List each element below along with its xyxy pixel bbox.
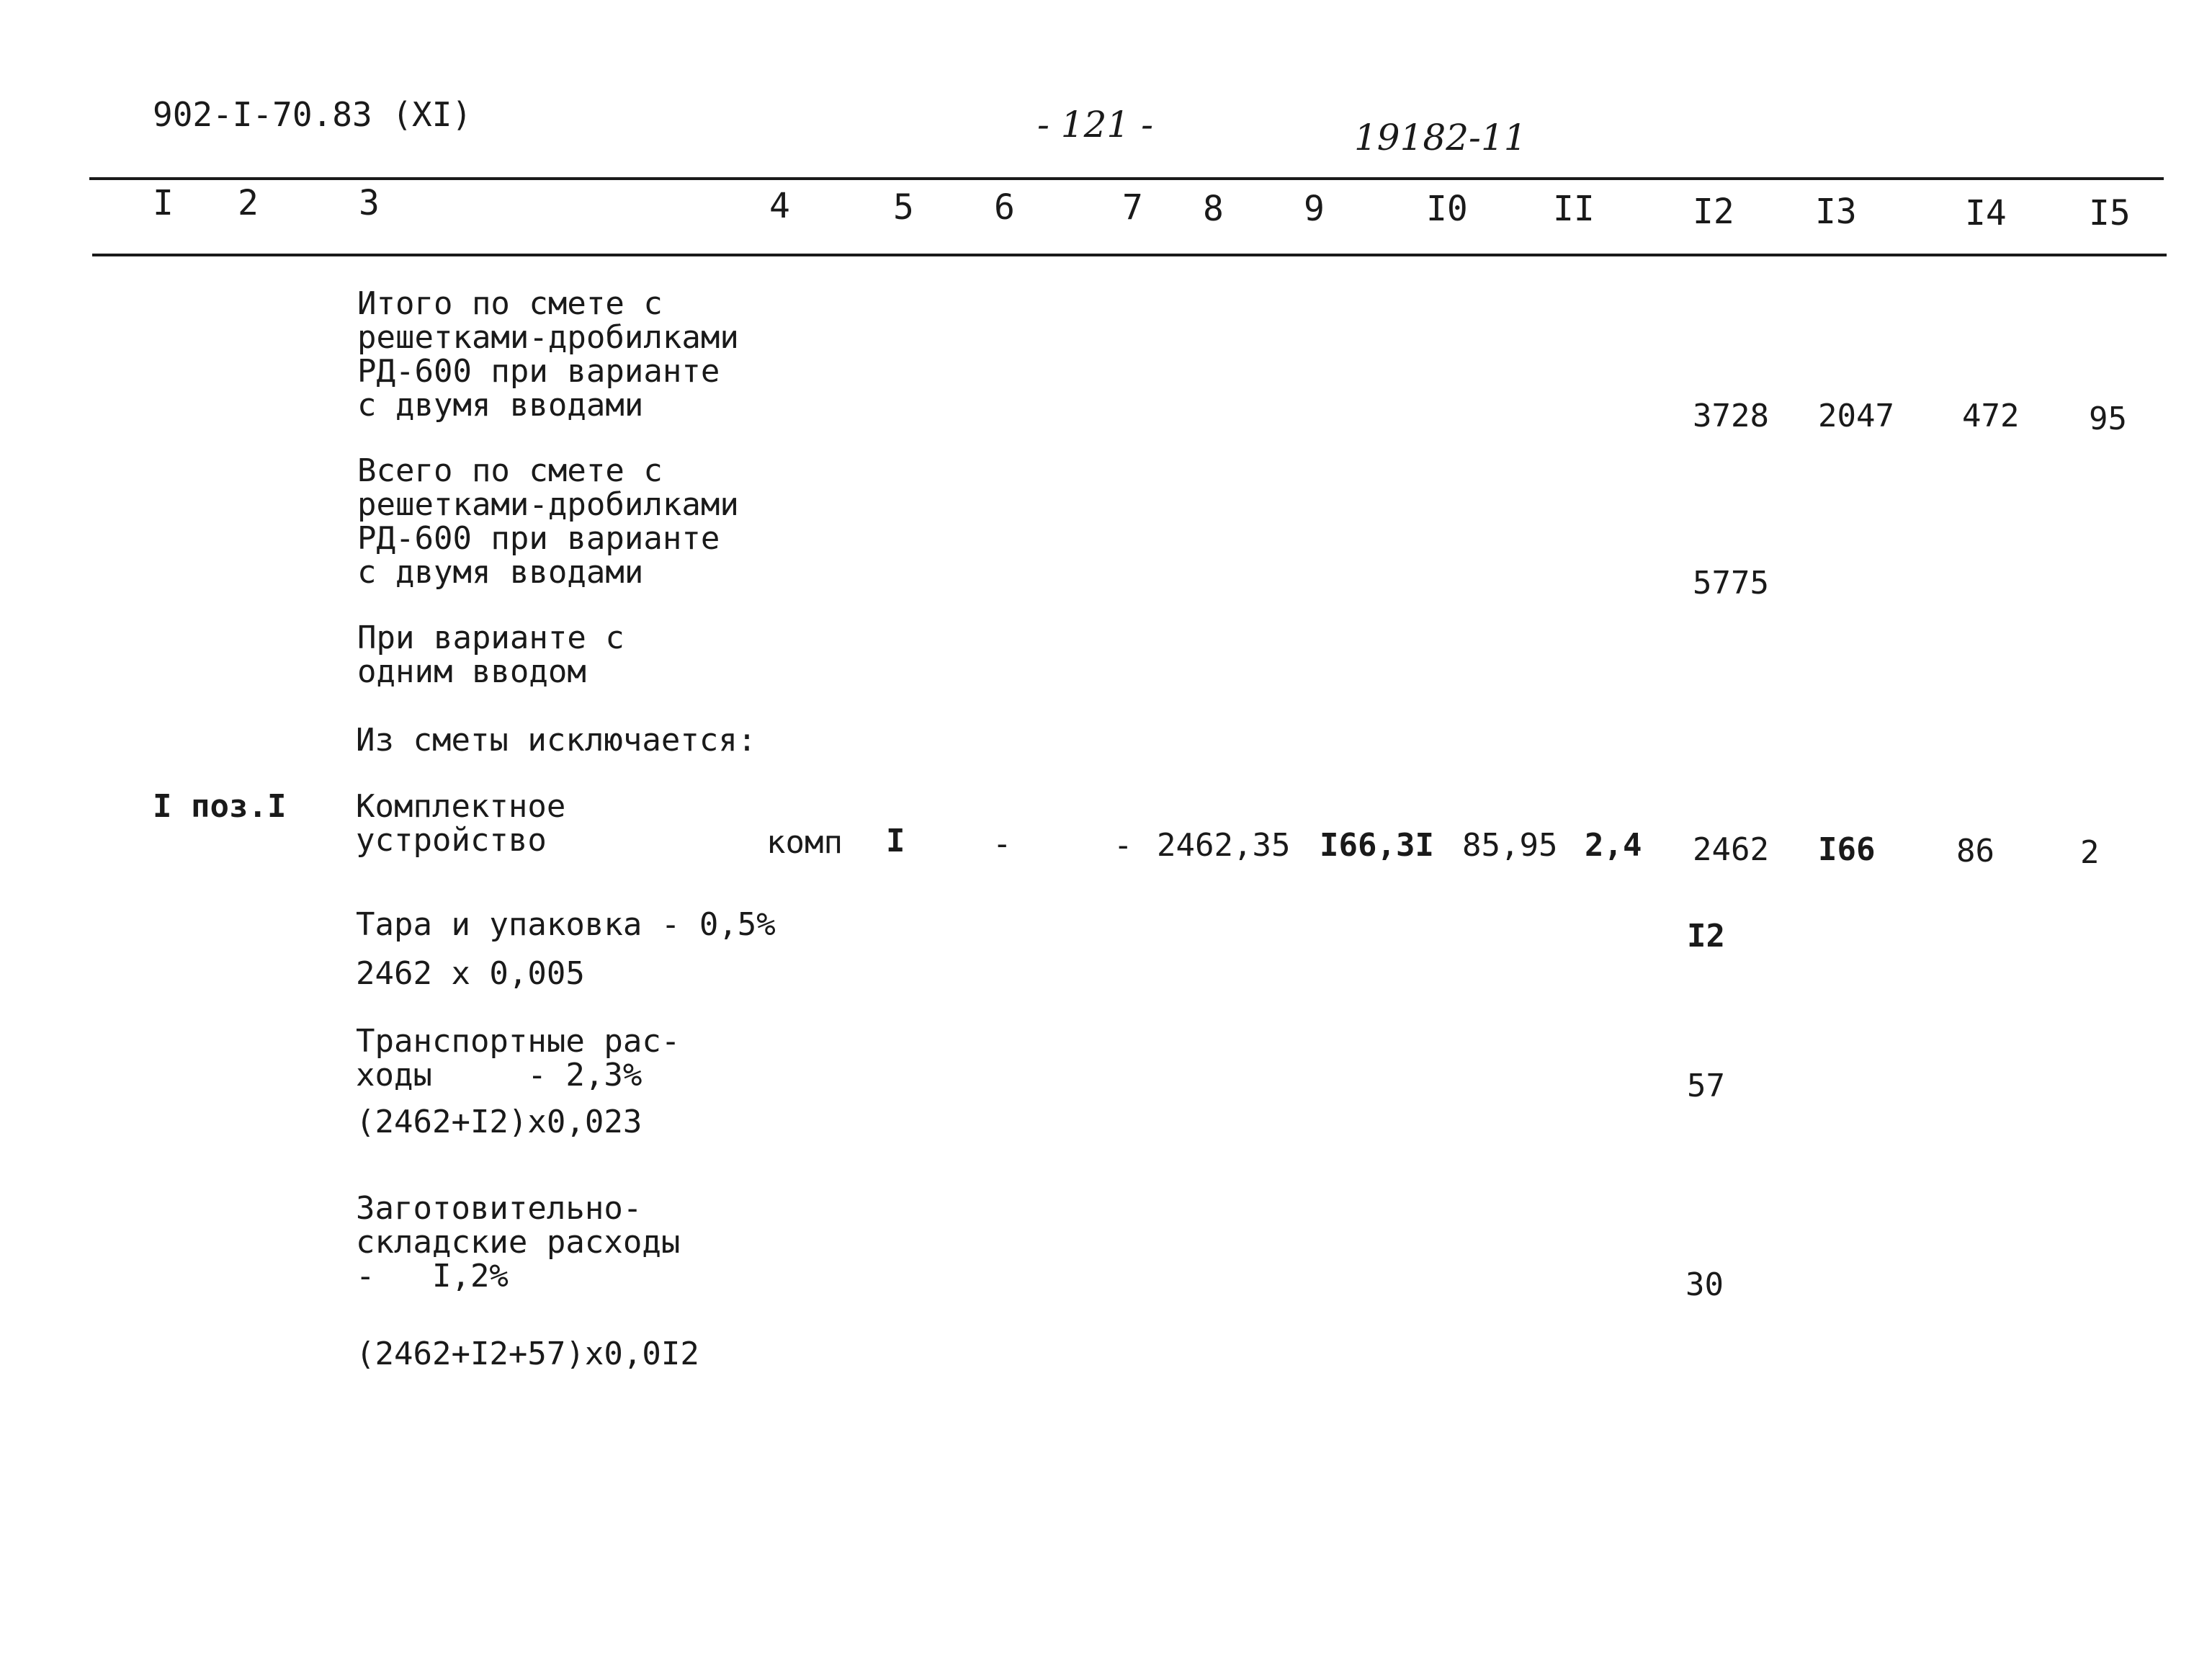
row-transport-col12: 57: [1687, 1068, 1725, 1104]
row-zagot-text: Заготовительно- складские расходы - I,2%: [356, 1190, 681, 1294]
row-komplekt-col6: -: [993, 826, 1012, 862]
row-vsego-col12: 5775: [1693, 565, 1769, 602]
col-header-6: 6: [994, 187, 1015, 228]
col-header-10: I0: [1426, 189, 1468, 229]
row-vsego-text: Всего по смете с решетками-дробилками РД-600 при варианте с двумя вводами: [357, 452, 739, 591]
row-zagot-col12: 30: [1685, 1266, 1724, 1303]
row-komplekt-col15: 2: [2080, 834, 2100, 871]
col-header-14: I4: [1965, 193, 2007, 233]
top-rule: [89, 177, 2164, 180]
col-header-12: I2: [1693, 192, 1734, 232]
row-komplekt-text: Комплектное устройство: [356, 788, 566, 859]
row-tara-text: Тара и упаковка - 0,5%: [356, 906, 776, 943]
row-zagot-formula: (2462+I2+57)х0,0I2: [356, 1336, 699, 1372]
row-komplekt-col12: 2462: [1693, 831, 1769, 868]
row-variant-text: При варианте с одним вводом: [357, 620, 624, 690]
handwritten-reference: 19182-11: [1354, 117, 1527, 158]
col-header-7: 7: [1122, 187, 1143, 228]
row-tara-formula: 2462 х 0,005: [356, 955, 585, 992]
row-komplekt-col13: I66: [1818, 831, 1876, 868]
row-komplekt-col10: 85,95: [1462, 827, 1558, 864]
document-code: 902-I-70.83 (XI): [153, 95, 473, 134]
row-tara-col12: I2: [1687, 918, 1725, 954]
col-header-15: I5: [2089, 193, 2131, 233]
col-header-4: 4: [769, 186, 790, 226]
page-number: - 121 -: [1037, 104, 1154, 146]
col-header-11: II: [1553, 189, 1595, 229]
row-komplekt-unit: комп: [766, 824, 843, 861]
col-header-8: 8: [1203, 189, 1224, 229]
row-itogo-text: Итого по смете с решетками-дробилками РД-600 при варианте с двумя вводами: [357, 285, 739, 424]
row-komplekt-col14: 86: [1956, 833, 1994, 869]
col-header-5: 5: [893, 187, 914, 228]
row-itogo-col13: 2047: [1818, 398, 1894, 434]
row-komplekt-col7: -: [1114, 827, 1133, 864]
row-komplekt-position: I поз.I: [153, 788, 287, 825]
col-header-13: I3: [1815, 192, 1857, 232]
row-itogo-col12: 3728: [1693, 398, 1769, 434]
row-itogo-col15: 95: [2089, 401, 2127, 437]
col-header-1: I: [153, 183, 174, 223]
header-bottom-rule: [92, 254, 2167, 256]
row-komplekt-qty: I: [886, 823, 905, 859]
row-komplekt-col11: 2,4: [1585, 827, 1642, 864]
row-excluded-text: Из сметы исключается:: [356, 722, 757, 759]
row-transport-text: Транспортные рас- ходы - 2,3%: [356, 1023, 681, 1094]
col-header-2: 2: [238, 183, 259, 223]
row-itogo-col14: 472: [1962, 398, 2020, 434]
col-header-9: 9: [1304, 189, 1325, 229]
row-komplekt-col9: I66,3I: [1320, 827, 1434, 864]
col-header-3: 3: [359, 183, 380, 223]
row-komplekt-col8: 2462,35: [1157, 827, 1291, 864]
row-transport-formula: (2462+I2)х0,023: [356, 1104, 642, 1140]
